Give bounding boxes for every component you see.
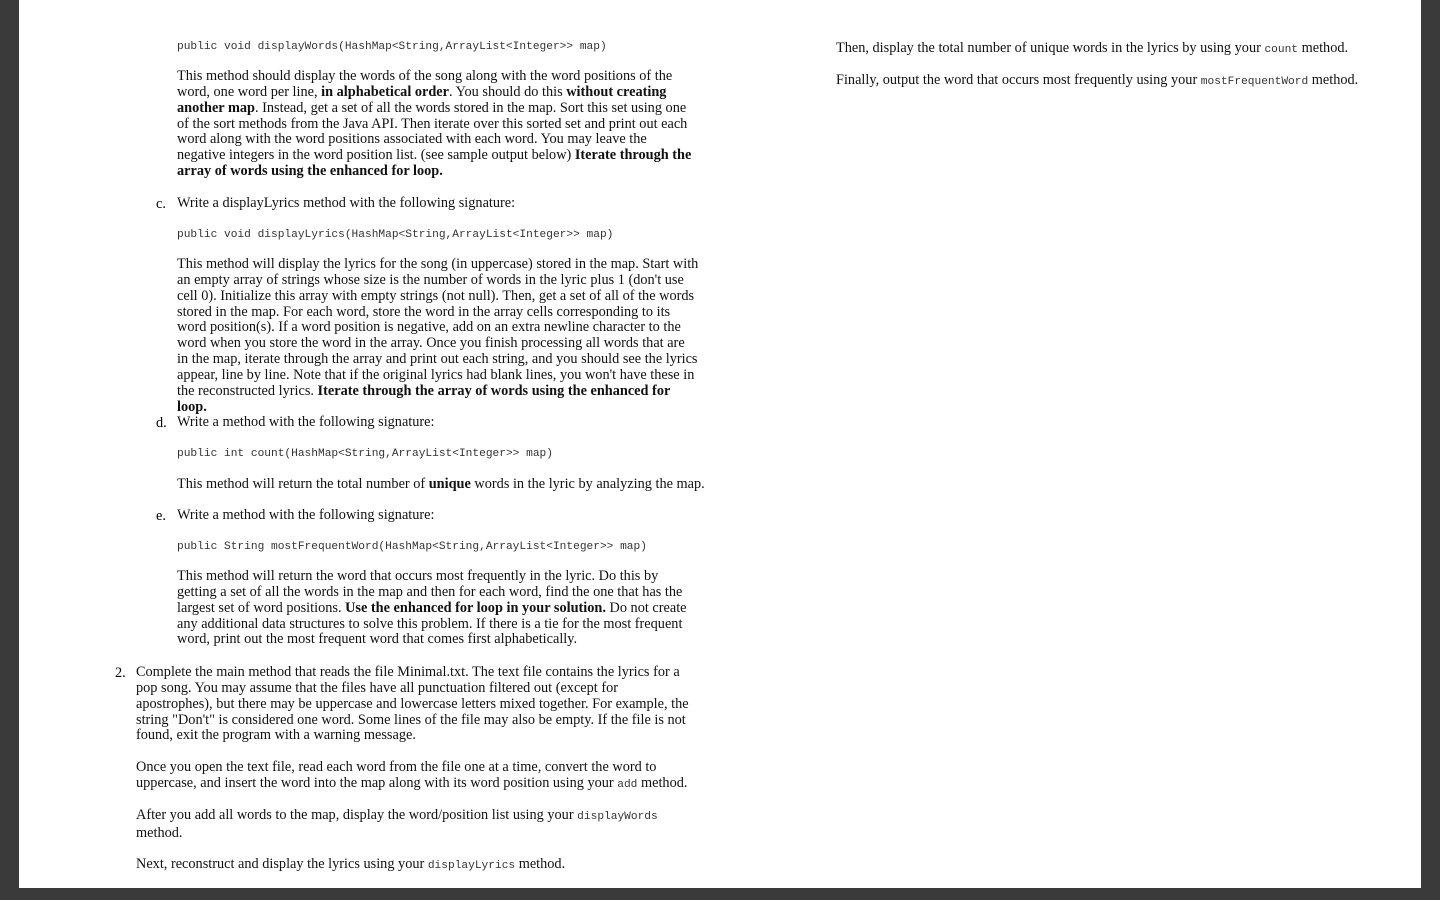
text-run: method. [1308, 72, 1359, 88]
paragraph-mostfrequentword [177, 569, 699, 648]
text-run: . You should do this [449, 83, 567, 100]
text-run: method. [515, 856, 566, 872]
text-run: Then, display the total number of unique words in the lyrics by using your [836, 40, 1265, 56]
signature-mostfrequentword: public String mostFrequentWord(HashMap<String,ArrayList<Integer>> map) [177, 541, 647, 553]
text-run: This method will return the word that occurs most frequently in the lyric. Do this by getting a set of all the words in the map and then for each word, find the one that has the largest set of word positions. [177, 568, 686, 616]
text-run: Next, reconstruct and display the lyrics using your [136, 856, 428, 872]
paragraph-display-words [136, 808, 692, 842]
inline-code: count [1264, 44, 1299, 56]
text-run: Do not create any additional data structures to solve this problem. If there is a tie for the most frequent word, print out the most frequent word that comes first alphabetically. [177, 599, 691, 648]
paragraph-displaylyrics [177, 256, 702, 415]
item-d-heading: Write a method with the following signature: [177, 414, 435, 430]
inline-code: displayLyrics [427, 860, 516, 872]
text-run: After you add all words to the map, display the word/position list using your [136, 807, 578, 823]
text-run: Complete the main method that reads the file Minimal.txt. The text file contains the lyrics for a pop song. You may assume that the files have all punctuation filtered out (except for apostrophes), but there may be uppercase and lowercase letters mixed together. For example, the string "Don't" is considered one word. Some lines of the file may also be empty. If the file is not found, exit the program with a warning message. [136, 664, 693, 744]
bold-text: in alphabetical order [321, 83, 450, 100]
inline-code: displayWords [577, 811, 658, 823]
item-c-heading: Write a displayLyrics method with the following signature: [177, 195, 516, 211]
inline-code: mostFrequentWord [1200, 76, 1309, 88]
paragraph-display-most-frequent [836, 73, 1396, 91]
paragraph-display-count [836, 41, 1396, 59]
text-run: words in the lyric by analyzing the map. [470, 476, 705, 492]
signature-count: public int count(HashMap<String,ArrayList<Integer>> map) [177, 448, 553, 460]
signature-displaylyrics: public void displayLyrics(HashMap<String,ArrayList<Integer>> map) [177, 229, 614, 241]
text-run: Finally, output the word that occurs most frequently using your [836, 72, 1201, 88]
signature-displaywords: public void displayWords(HashMap<String,ArrayList<Integer>> map) [177, 41, 607, 53]
bold-text: unique [428, 476, 471, 492]
paragraph-count [177, 477, 707, 493]
text-run: . Instead, get a set of all the words stored in the map. Sort this set using one of the sort methods from the Java API. Then iterate over this sorted set and print out each word along with the word positions associated with each word. You may leave the negative integers in the word position list. (see sample output below) [177, 99, 691, 164]
item-e-heading: Write a method with the following signature: [177, 507, 435, 523]
text-run: This method will display the lyrics for the song (in uppercase) stored in the map. Start with an empty array of strings whose size is the number of words in the lyric plus 1 (don't use cell 0). Initialize this array with empty strings (not null). Then, get a set of all of the words stored in the map. For each word, store the word in the array cells corresponding to its word position(s). If a word position is negative, add on an extra newline character to the word when you store the word in the array. Once you finish processing all words that are in the map, iterate through the array and print out each string, and you should see the lyrics appear, line by line. Note that if the original lyrics had blank lines, you won't have these in the reconstructed lyrics. [177, 256, 702, 399]
text-run: This method will return the total number of [177, 476, 429, 492]
text-run: method. [637, 774, 688, 791]
list-marker-2: 2. [115, 665, 126, 681]
paragraph-read-words [136, 760, 692, 794]
paragraph-main-method [136, 665, 692, 744]
bold-text: without creating another map [177, 83, 671, 116]
bold-text: Use the enhanced for loop in your solution. [345, 599, 606, 616]
paragraph-display-lyrics [136, 857, 692, 875]
bold-text: Iterate through the array of words using the enhanced for loop. [177, 382, 674, 415]
text-run: method. [1298, 40, 1349, 56]
list-marker-d: d. [156, 415, 167, 431]
text-run: Once you open the text file, read each word from the file one at a time, convert the word to uppercase, and insert the word into the map along with its word position using your [136, 759, 661, 791]
document-page [19, 0, 1421, 888]
bold-text: Iterate through the array of words using the enhanced for loop. [177, 147, 695, 180]
paragraph-displaywords [177, 69, 697, 180]
text-run: This method should display the words of the song along with the word positions of the word, one word per line, [177, 68, 676, 100]
text-run: method. [136, 824, 183, 841]
inline-code: add [617, 778, 638, 791]
list-marker-c: c. [156, 196, 166, 212]
list-marker-e: e. [156, 508, 166, 524]
